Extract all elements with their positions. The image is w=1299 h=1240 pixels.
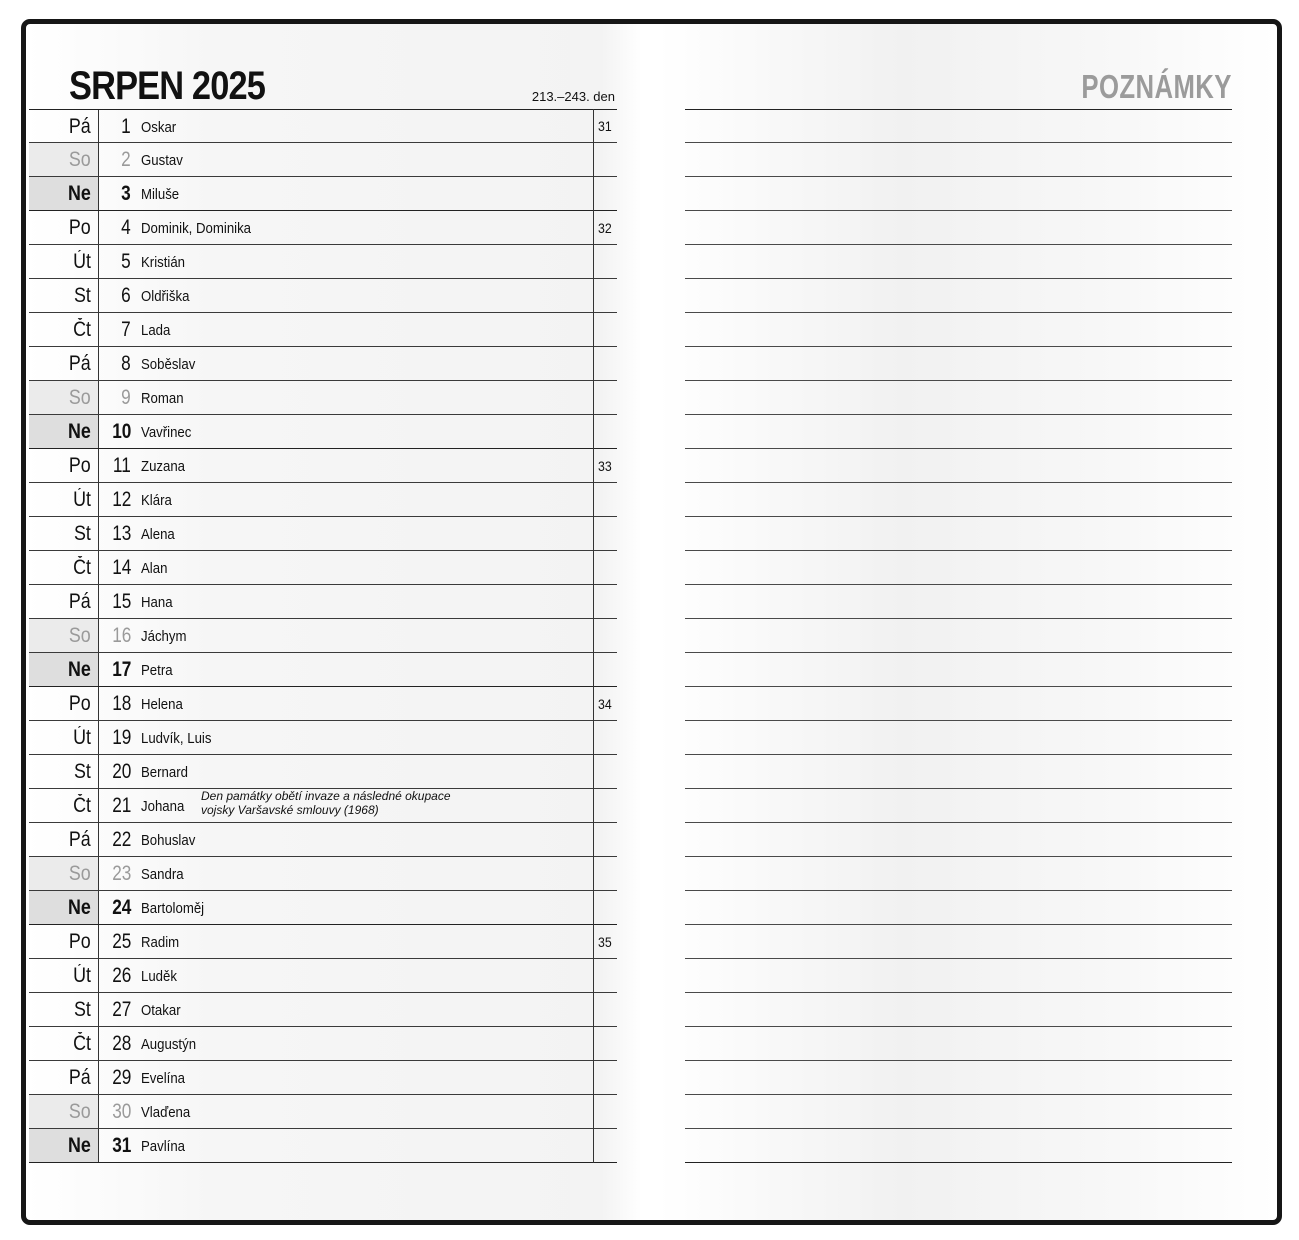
- nameday: Kristián: [141, 254, 186, 271]
- note-line[interactable]: [685, 755, 1232, 789]
- day-number: 11: [113, 454, 131, 477]
- note-line[interactable]: [685, 109, 1232, 143]
- nameday: Radim: [141, 934, 180, 951]
- note-line[interactable]: [685, 585, 1232, 619]
- day-number: 26: [111, 964, 131, 987]
- day-number: 2: [121, 148, 131, 171]
- day-row[interactable]: [29, 993, 617, 1027]
- note-line[interactable]: [685, 1095, 1232, 1129]
- week-column: [593, 109, 617, 211]
- day-row[interactable]: [29, 177, 617, 211]
- week-block: [29, 211, 617, 449]
- week-column: [593, 925, 617, 1163]
- week-column: [593, 687, 617, 925]
- note-line[interactable]: [685, 313, 1232, 347]
- weekday-label: Čt: [29, 313, 99, 346]
- nameday: Oldřiška: [141, 288, 190, 305]
- day-row[interactable]: [29, 1027, 617, 1061]
- week-number: 32: [598, 220, 612, 236]
- weekday-label: Pá: [29, 347, 99, 380]
- day-row[interactable]: [29, 415, 617, 449]
- note-line[interactable]: [685, 143, 1232, 177]
- weekday-label: Čt: [29, 789, 99, 822]
- weekday-label: Po: [29, 925, 99, 958]
- day-row[interactable]: [29, 823, 617, 857]
- day-number: 8: [121, 352, 131, 375]
- nameday: Hana: [141, 594, 173, 611]
- nameday: Augustýn: [141, 1036, 197, 1053]
- note-line[interactable]: [685, 619, 1232, 653]
- week-block: [29, 109, 617, 211]
- nameday: Soběslav: [141, 356, 196, 373]
- nameday: Helena: [141, 696, 183, 713]
- weekday-label: Čt: [29, 1027, 99, 1060]
- day-number: 16: [111, 624, 131, 647]
- day-row[interactable]: [29, 109, 617, 143]
- nameday: Dominik, Dominika: [141, 220, 252, 237]
- note-line[interactable]: [685, 789, 1232, 823]
- day-row[interactable]: [29, 551, 617, 585]
- day-number: 3: [121, 182, 131, 205]
- weekday-label: Ne: [29, 653, 99, 686]
- day-number: 27: [111, 998, 131, 1021]
- day-number: 22: [111, 828, 131, 851]
- weekday-label: So: [29, 381, 99, 414]
- weekday-label: So: [29, 143, 99, 176]
- day-number: 19: [111, 726, 131, 749]
- weekday-label: So: [29, 1095, 99, 1128]
- nameday: Johana: [141, 798, 185, 815]
- note-line[interactable]: [685, 381, 1232, 415]
- day-number: 21: [111, 794, 131, 817]
- day-number: 23: [111, 862, 131, 885]
- calendar-grid: [29, 109, 617, 1163]
- week-block: [29, 925, 617, 1163]
- week-number: 35: [598, 934, 612, 950]
- note-line[interactable]: [685, 721, 1232, 755]
- nameday: Roman: [141, 390, 184, 407]
- weekday-label: Út: [29, 483, 99, 516]
- note-line[interactable]: [685, 653, 1232, 687]
- nameday: Sandra: [141, 866, 184, 883]
- calendar-page: [26, 24, 646, 1220]
- note-line[interactable]: [685, 551, 1232, 585]
- weekday-label: Čt: [29, 551, 99, 584]
- note-line[interactable]: [685, 993, 1232, 1027]
- note-line[interactable]: [685, 483, 1232, 517]
- weekday-label: Út: [29, 721, 99, 754]
- day-number: 9: [121, 386, 131, 409]
- note-line[interactable]: [685, 415, 1232, 449]
- day-row[interactable]: [29, 279, 617, 313]
- notes-title: POZNÁMKY: [1081, 68, 1232, 105]
- note-line[interactable]: [685, 449, 1232, 483]
- note-line[interactable]: [685, 245, 1232, 279]
- day-row[interactable]: [29, 687, 617, 721]
- day-row[interactable]: [29, 721, 617, 755]
- nameday: Bartoloměj: [141, 900, 205, 917]
- day-number: 13: [111, 522, 131, 545]
- note-line[interactable]: [685, 517, 1232, 551]
- note-line[interactable]: [685, 1129, 1232, 1163]
- note-line[interactable]: [685, 857, 1232, 891]
- day-row[interactable]: [29, 347, 617, 381]
- day-number: 17: [111, 658, 131, 681]
- day-number: 18: [111, 692, 131, 715]
- day-number: 5: [121, 250, 131, 273]
- day-row[interactable]: [29, 1095, 617, 1129]
- day-row[interactable]: [29, 925, 617, 959]
- weekday-label: Ne: [29, 891, 99, 924]
- note-line[interactable]: [685, 211, 1232, 245]
- nameday: Alena: [141, 526, 175, 543]
- day-row[interactable]: [29, 1129, 617, 1163]
- nameday: Vavřinec: [141, 424, 192, 441]
- week-number: 34: [598, 696, 612, 712]
- note-line[interactable]: [685, 1027, 1232, 1061]
- weekday-label: Pá: [29, 585, 99, 618]
- weekday-label: St: [29, 279, 99, 312]
- day-number: 30: [111, 1100, 131, 1123]
- nameday: Zuzana: [141, 458, 186, 475]
- day-number: 29: [111, 1066, 131, 1089]
- day-number: 14: [111, 556, 131, 579]
- weekday-label: Út: [29, 959, 99, 992]
- day-row[interactable]: [29, 653, 617, 687]
- nameday: Ludvík, Luis: [141, 730, 212, 747]
- week-block: [29, 449, 617, 687]
- nameday: Evelína: [141, 1070, 186, 1087]
- day-row[interactable]: [29, 789, 617, 823]
- weekday-label: Út: [29, 245, 99, 278]
- day-row[interactable]: [29, 517, 617, 551]
- month-title: SRPEN 2025: [69, 64, 266, 108]
- day-number: 20: [111, 760, 131, 783]
- week-column: [593, 211, 617, 449]
- weekday-label: St: [29, 755, 99, 788]
- day-row[interactable]: [29, 313, 617, 347]
- weekday-label: Ne: [29, 1129, 99, 1162]
- day-number: 31: [111, 1134, 131, 1157]
- weekday-label: Pá: [29, 823, 99, 856]
- day-number: 1: [121, 115, 131, 138]
- day-row[interactable]: [29, 143, 617, 177]
- day-number: 28: [111, 1032, 131, 1055]
- day-row[interactable]: [29, 1061, 617, 1095]
- day-row[interactable]: [29, 211, 617, 245]
- weekday-label: St: [29, 517, 99, 550]
- day-row[interactable]: [29, 449, 617, 483]
- nameday: Luděk: [141, 968, 177, 985]
- day-number: 12: [111, 488, 131, 511]
- day-row[interactable]: [29, 483, 617, 517]
- day-row[interactable]: [29, 891, 617, 925]
- nameday: Otakar: [141, 1002, 181, 1019]
- nameday: Bohuslav: [141, 832, 196, 849]
- weekday-label: Ne: [29, 177, 99, 210]
- weekday-label: Po: [29, 687, 99, 720]
- note-line[interactable]: [685, 1061, 1232, 1095]
- day-number: 4: [121, 216, 131, 239]
- week-column: [593, 449, 617, 687]
- nameday: Jáchym: [141, 628, 187, 645]
- nameday: Oskar: [141, 119, 177, 136]
- day-number: 25: [111, 930, 131, 953]
- weekday-label: So: [29, 619, 99, 652]
- week-number: 31: [598, 118, 612, 134]
- day-row[interactable]: [29, 755, 617, 789]
- weekday-label: St: [29, 993, 99, 1026]
- day-number: 7: [121, 318, 131, 341]
- holiday-note: Den památky obětí invaze a následné okupace vojsky Varšavské smlouvy (1968): [201, 789, 451, 817]
- nameday: Miluše: [141, 186, 180, 203]
- note-line[interactable]: [685, 823, 1232, 857]
- note-line[interactable]: [685, 959, 1232, 993]
- weekday-label: So: [29, 857, 99, 890]
- day-row[interactable]: [29, 857, 617, 891]
- nameday: Bernard: [141, 764, 188, 781]
- nameday: Petra: [141, 662, 173, 679]
- notes-page: [681, 24, 1277, 1220]
- note-line[interactable]: [685, 925, 1232, 959]
- weekday-label: Pá: [29, 1061, 99, 1094]
- note-line[interactable]: [685, 687, 1232, 721]
- day-row[interactable]: [29, 585, 617, 619]
- nameday: Pavlína: [141, 1138, 186, 1155]
- nameday: Alan: [141, 560, 168, 577]
- nameday: Klára: [141, 492, 172, 509]
- weekday-label: Ne: [29, 415, 99, 448]
- day-row[interactable]: [29, 619, 617, 653]
- note-line[interactable]: [685, 177, 1232, 211]
- note-line[interactable]: [685, 347, 1232, 381]
- diary-spread: [21, 19, 1282, 1225]
- day-number: 10: [111, 420, 131, 443]
- nameday: Lada: [141, 322, 171, 339]
- day-row[interactable]: [29, 959, 617, 993]
- weekday-label: Po: [29, 211, 99, 244]
- day-number: 6: [121, 284, 131, 307]
- weekday-label: Po: [29, 449, 99, 482]
- week-block: [29, 687, 617, 925]
- day-number: 24: [111, 896, 131, 919]
- nameday: Vlaďena: [141, 1104, 191, 1121]
- notes-lines: [685, 109, 1232, 1163]
- day-row[interactable]: [29, 245, 617, 279]
- weekday-label: Pá: [29, 110, 99, 143]
- day-number: 15: [111, 590, 131, 613]
- week-number: 33: [598, 458, 612, 474]
- note-line[interactable]: [685, 279, 1232, 313]
- nameday: Gustav: [141, 152, 183, 169]
- note-line[interactable]: [685, 891, 1232, 925]
- day-row[interactable]: [29, 381, 617, 415]
- day-range: 213.–243. den: [531, 89, 615, 104]
